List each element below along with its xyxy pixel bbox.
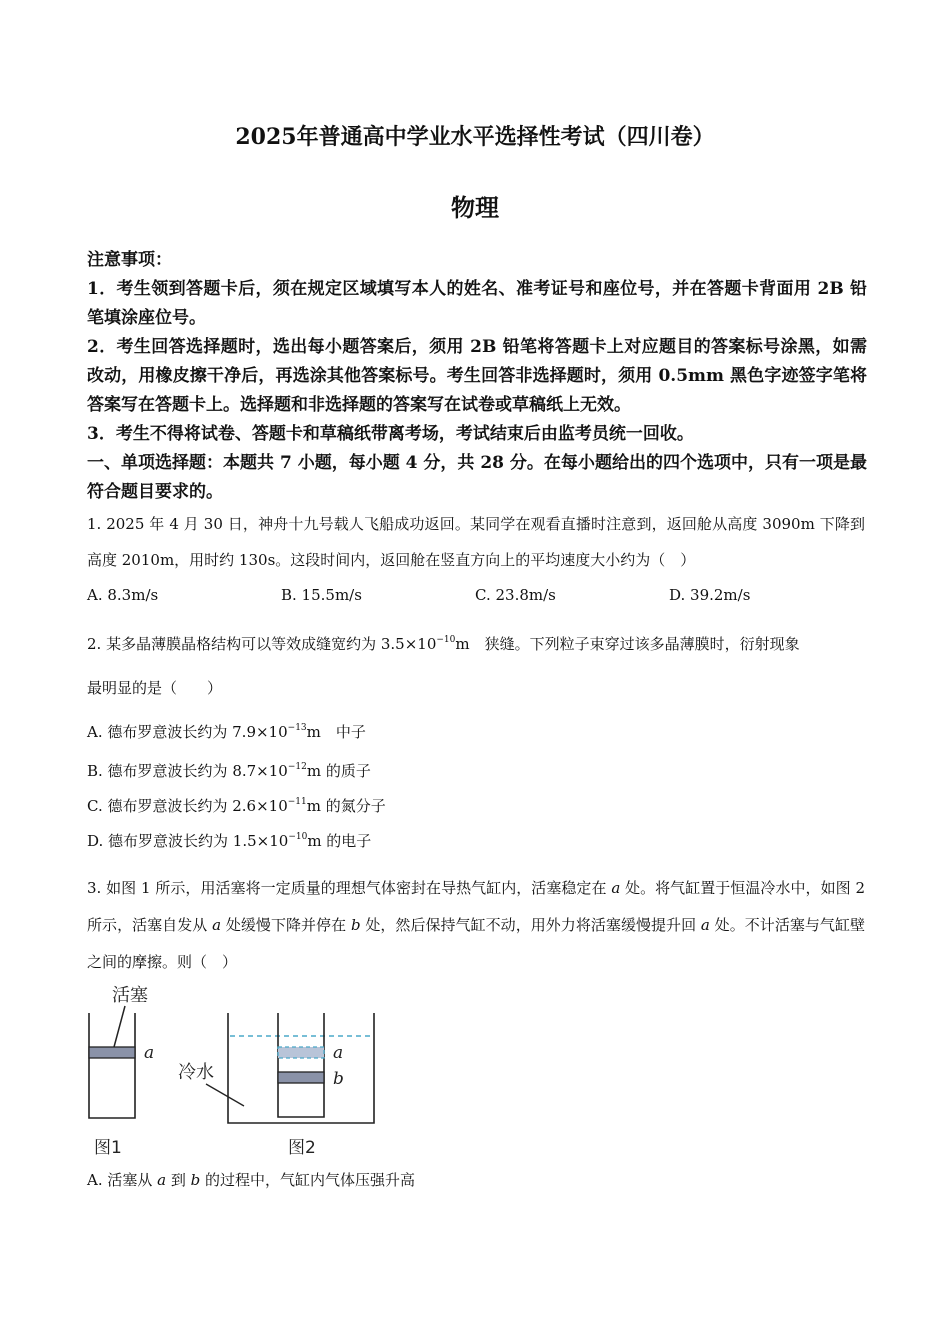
option-c <box>87 789 865 824</box>
option-a: A. 8.3m/s <box>87 586 159 604</box>
option-d: D. 39.2m/s <box>669 586 751 604</box>
question-1 <box>87 506 865 612</box>
piston-position-a <box>278 1047 324 1058</box>
stem-text-a: 2. 某多晶薄膜晶格结构可以等效成缝宽约为 3.5×10 <box>87 635 437 653</box>
label-piston: 活塞 <box>112 985 148 1006</box>
fig2-caption: 图2 <box>288 1138 316 1158</box>
option-a-text: A. 德布罗意波长约为 7.9×10 <box>87 723 288 741</box>
question-2-stem <box>87 622 865 666</box>
var-a: a <box>700 916 710 934</box>
subject-title: 物理 <box>451 193 499 222</box>
stem-part: 3. 如图 1 所示，用活塞将一定质量的理想气体密封在导热气缸内，活塞稳定在 <box>87 879 612 897</box>
var-b: b <box>190 1171 201 1189</box>
option-c-text: C. 德布罗意波长约为 2.6×10 <box>87 797 288 815</box>
stem-part: 处。不计活塞与气缸壁之间的摩擦。则（ ） <box>87 916 865 971</box>
stem-text-b: m 狭缝。下列粒子束穿过该多晶薄膜时，衍射现象 <box>455 635 800 653</box>
stem-part: 处，然后保持气缸不动，用外力将活塞缓慢提升回 <box>360 916 701 934</box>
label-cold-water: 冷水 <box>178 1062 214 1083</box>
option-c-exponent: −11 <box>287 797 307 807</box>
cylinder-2 <box>278 1013 324 1117</box>
option-a <box>87 710 865 754</box>
instruction-item-3: 3．考生不得将试卷、答题卡和草稿纸带离考场，考试结束后由监考员统一回收。 <box>87 424 694 444</box>
option-text: A. 活塞从 <box>87 1171 158 1189</box>
var-a: a <box>157 1171 167 1189</box>
option-d-unit: m 的电子 <box>307 832 372 850</box>
label-a-fig2: a <box>333 1043 344 1063</box>
option-b-text: B. 德布罗意波长约为 8.7×10 <box>87 762 288 780</box>
option-d <box>87 824 865 859</box>
instruction-item-2: 2．考生回答选择题时，选出每小题答案后，须用 2B 铅笔将答题卡上对应题目的答案标号涂黑，如需改动，用橡皮擦干净后，再选涂其他答案标号。考生回答非选择题时，须用 0.5mm 黑色字迹签字笔将答案写在答题卡上。选择题和非选择题的答案写在试卷或草稿纸上无效。 <box>87 337 867 415</box>
var-a: a <box>212 916 222 934</box>
question-3 <box>87 870 865 981</box>
stem-part: 处。将气缸置于恒温冷水中，如图 2 所示，活塞自发从 <box>87 879 865 934</box>
stem-exponent: −10 <box>436 635 456 645</box>
question-1-options <box>87 578 865 612</box>
instructions-heading: 注意事项： <box>87 250 172 270</box>
option-c-unit: m 的氮分子 <box>306 797 386 815</box>
piston-position-b <box>278 1072 324 1083</box>
option-b: B. 15.5m/s <box>281 586 362 604</box>
question-3-stem <box>87 870 865 981</box>
option-a-unit: m 中子 <box>306 723 366 741</box>
label-b-fig2: b <box>333 1069 344 1089</box>
option-b <box>87 754 865 789</box>
exam-title: 2025年普通高中学业水平选择性考试（四川卷） <box>235 124 715 150</box>
tank-top-walls <box>228 1013 374 1036</box>
option-a-exponent: −13 <box>287 723 307 733</box>
instruction-item-1: 1．考生领到答题卡后，须在规定区域填写本人的姓名、准考证号和座位号，并在答题卡背面用 2B 铅笔填涂座位号。 <box>87 279 867 328</box>
stem-part: 处缓慢下降并停在 <box>221 916 351 934</box>
label-a-fig1: a <box>144 1043 155 1063</box>
question-1-stem: 1. 2025 年 4 月 30 日，神舟十九号载人飞船成功返回。某同学在观看直播时注意到，返回舱从高度 3090m 下降到高度 2010m，用时约 130s。这段时间内，返回舱在竖直方向上的平均速度大小约为（ ） <box>87 515 865 569</box>
question-2 <box>87 622 865 859</box>
piston-pointer <box>114 1006 125 1047</box>
piston-1 <box>89 1047 135 1058</box>
water-pointer <box>206 1084 244 1106</box>
option-text: 到 <box>166 1171 191 1189</box>
var-a: a <box>611 879 621 897</box>
section-heading: 一、单项选择题：本题共 7 小题，每小题 4 分，共 28 分。在每小题给出的四个选项中，只有一项是最符合题目要求的。 <box>87 453 867 502</box>
question-2-stem-cont: 最明显的是（ ） <box>87 679 223 697</box>
instructions <box>87 246 867 507</box>
option-b-exponent: −12 <box>287 762 307 772</box>
option-c: C. 23.8m/s <box>475 586 556 604</box>
var-b: b <box>350 916 361 934</box>
option-d-text: D. 德布罗意波长约为 1.5×10 <box>87 832 289 850</box>
fig1-caption: 图1 <box>94 1138 122 1158</box>
option-text: 的过程中，气缸内气体压强升高 <box>200 1171 416 1189</box>
option-d-exponent: −10 <box>288 832 308 842</box>
option-b-unit: m 的质子 <box>306 762 371 780</box>
question-3-option-a <box>87 1165 415 1195</box>
cylinder-1 <box>89 1013 135 1118</box>
cylinder-figures <box>84 980 384 1160</box>
